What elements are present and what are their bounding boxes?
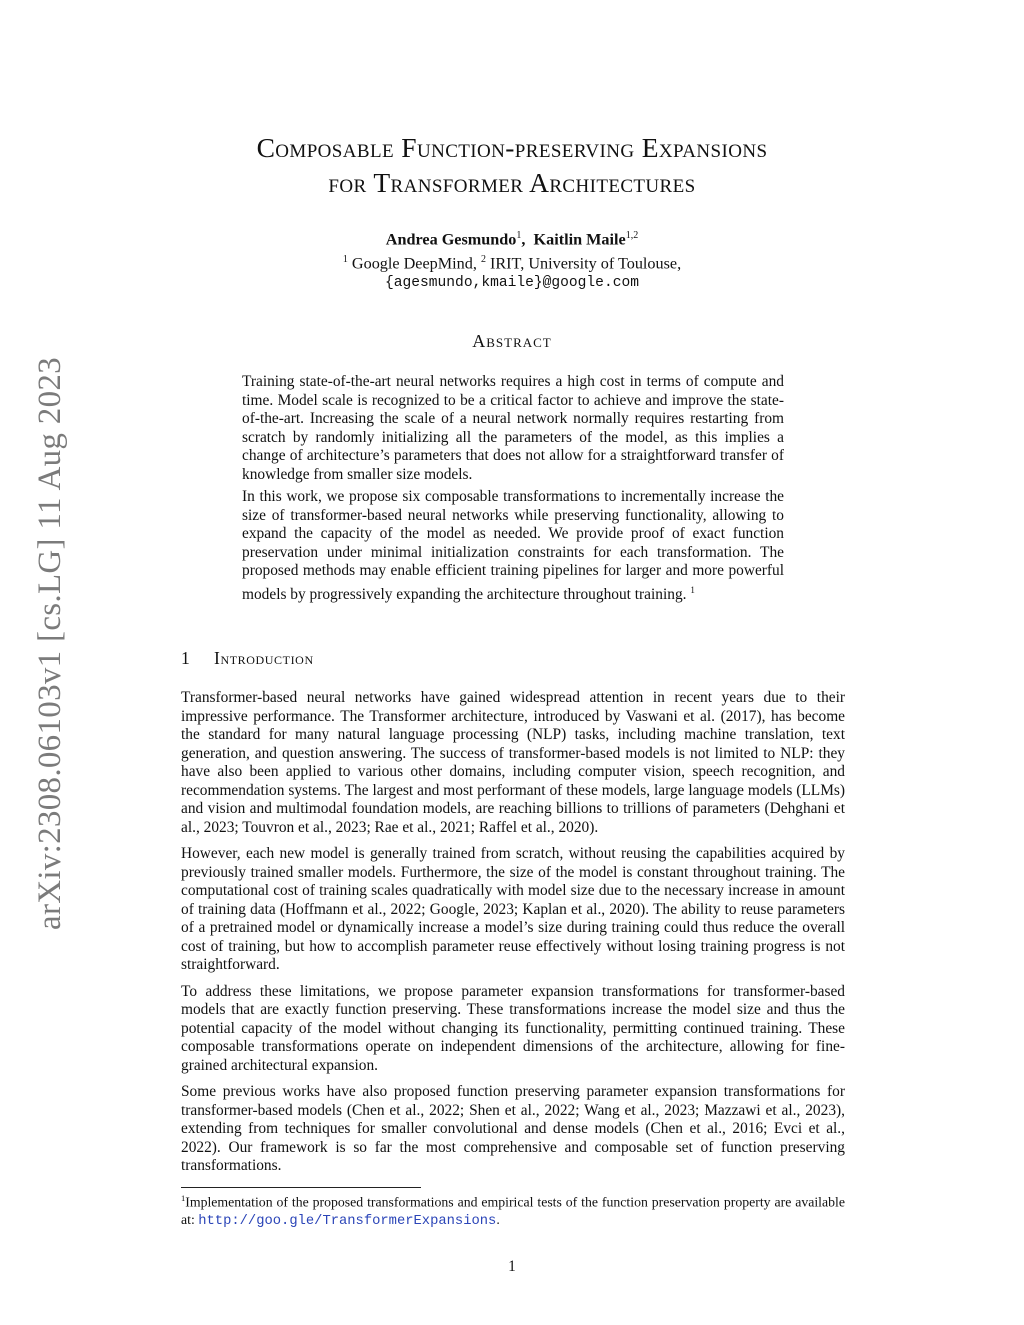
footnote-marker: 1: [181, 1193, 186, 1203]
affil-1-marker: 1: [342, 253, 348, 265]
author-block: [150, 226, 874, 293]
footnote-text: Implementation of the proposed transformations and empirical tests of the function preservation property are available at:: [181, 1194, 845, 1228]
body-paragraph-2: However, each new model is generally trained from scratch, without reusing the capabilities acquired by previously trained smaller models. Furthermore, the size of the model is constant throughout training. The computational cost of training scales quadratically with model size due to the necessary increase in amount of training data (Hoffmann et al., 2022; Google, 2023; Kaplan et al., 2020). The ability to reuse parameters of a pretrained model or dynamically increase a model’s size during training could thus reduce the overall cost of training, but how to accomplish parameter reuse effectively without losing training progress is not straightforward.: [181, 845, 845, 973]
section-heading: [181, 648, 314, 669]
body-paragraph-3: To address these limitations, we propose parameter expansion transformations for transformer-based models that are exactly function preserving. These transformations increase the model size and thus the potential capacity of the model without changing its functionality, permitting continued training. These composable transformations operate on independent dimensions of the architecture, allowing for fine-grained architectural expansion.: [181, 982, 845, 1074]
body-paragraph-4: Some previous works have also proposed function preserving parameter expansion transformations for transformer-based models (Chen et al., 2022; Shen et al., 2022; Wang et al., 2023; Mazzawi et al., 2023), extending from techniques for smaller convolutional and dense models (Chen et al., 2016; Evci et al., 2022). Our framework is so far the most comprehensive and composable set of function preserving transformations.: [181, 1083, 845, 1174]
author-emails: {agesmundo,kmaile}@google.com: [385, 274, 639, 291]
section-body: [181, 689, 845, 1184]
arxiv-id: arXiv:2308.06103v1 [cs.LG] 11 Aug 2023: [31, 356, 68, 930]
abstract-paragraph-1: Training state-of-the-art neural networks requires a high cost in terms of compute and time. Model scale is recognized to be a critical factor to achieve and improve the state-of-the-art. Increasing the scale of a neural network normally requires restarting from scratch by randomly initializing all the parameters of the model, as this implies a change of architecture’s parameters that does not allow for a straightforward transfer of knowledge from smaller size models.: [242, 373, 784, 483]
abstract-paragraph-2: [242, 488, 784, 604]
affil-2: IRIT, University of Toulouse,: [489, 254, 682, 273]
arxiv-stamp: [25, 343, 75, 943]
author-2-affil: 1,2: [625, 230, 639, 241]
footnote: [181, 1190, 845, 1231]
author-1-affil: 1: [516, 230, 522, 241]
body-paragraph-1: Transformer-based neural networks have gained widespread attention in recent years due to their impressive performance. The Transformer architecture, introduced by Vaswani et al. (2017), has become the standard for many natural language processing (NLP) tasks, including machine translation, text generation, and question answering. The success of transformer-based models is not limited to NLP: they have also been applied to various other domains, including computer vision, speech recognition, and recommendation systems. The largest and most performant of these models, large language models (LLMs) and vision and multimodal foundation models, are reaching billions to trillions of parameters (Dehghani et al., 2023; Touvron et al., 2023; Rae et al., 2021; Raffel et al., 2020).: [181, 689, 845, 836]
footnote-ref[interactable]: 1: [690, 584, 695, 595]
footnote-link[interactable]: http://goo.gle/TransformerExpansions: [198, 1214, 497, 1230]
affil-2-marker: 2: [480, 253, 486, 265]
author-names: Andrea Gesmundo$^1$, Kaitlin Maile$^{1,2}$: [385, 230, 639, 249]
footnote-end: .: [496, 1212, 500, 1228]
author-2: Kaitlin Maile: [533, 230, 626, 249]
title-line-1: Composable Function-preserving Expansions: [256, 132, 768, 163]
footnote-rule: [181, 1187, 421, 1188]
section-number: 1: [181, 648, 191, 668]
affiliations: [150, 250, 874, 274]
abstract: [242, 373, 784, 608]
title-line-2: for Transformer Architectures: [328, 167, 696, 198]
abstract-heading: Abstract: [472, 331, 552, 351]
paper-title: [150, 130, 874, 200]
abstract-paragraph-2-text: In this work, we propose six composable transformations to incrementally increase the size of transformer-based neural networks while preserving functionality, allowing to expand the capacity of the model as needed. We provide proof of exact function preservation under minimal initialization constraints for each transformation. The proposed methods may enable efficient training pipelines for larger and more powerful models by progressively expanding the architecture throughout training.: [242, 488, 784, 603]
author-1: Andrea Gesmundo: [385, 230, 517, 249]
section-title: Introduction: [214, 648, 314, 668]
page-number: 1: [508, 1258, 516, 1275]
affil-1: Google DeepMind,: [351, 254, 477, 273]
